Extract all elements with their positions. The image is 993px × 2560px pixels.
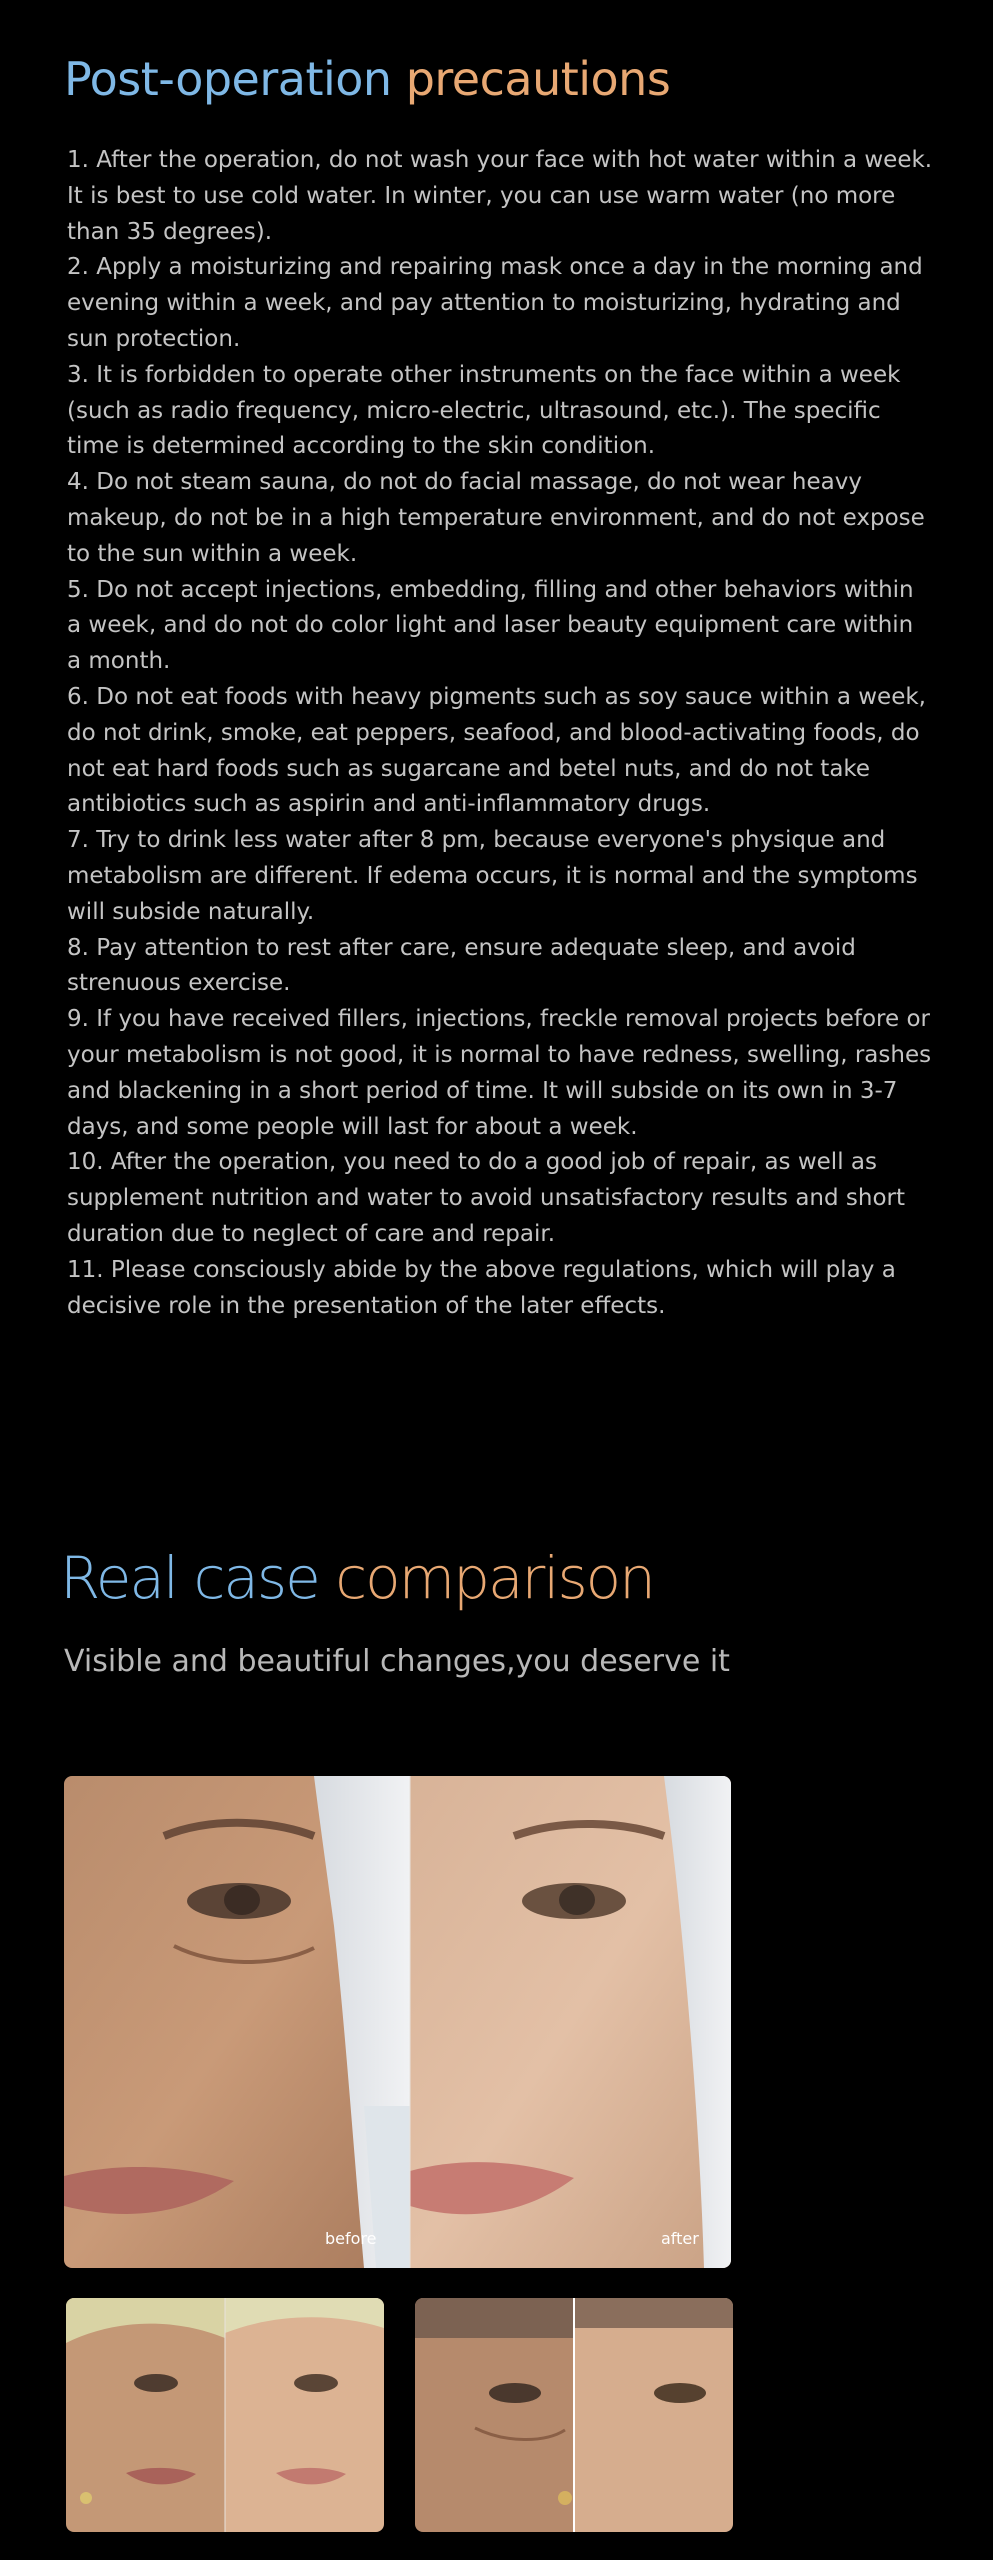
before-after-photo-small-2 — [415, 2298, 733, 2532]
comparison-subtitle: Visible and beautiful changes,you deserve it — [64, 1644, 730, 1679]
precautions-title — [64, 52, 670, 106]
precaution-item: 8. Pay attention to rest after care, ensure adequate sleep, and avoid strenuous exercise. — [67, 934, 856, 997]
caption-after: after — [661, 2229, 699, 2248]
precaution-item: 6. Do not eat foods with heavy pigments such as soy sauce within a week, do not drink, smoke, eat peppers, seafood, and blood-activating foods, do not eat hard foods such as sugarcane and betel nuts, and do not take antibiotics such as aspirin and anti-inflammatory drugs. — [67, 683, 926, 818]
precautions-list — [67, 143, 933, 1324]
precautions-title-part2: precautions — [405, 52, 671, 106]
precaution-item: 5. Do not accept injections, embedding, filling and other behaviors within a week, and do not do color light and laser beauty equipment care within a month. — [67, 576, 914, 675]
face-comparison-image — [64, 1776, 731, 2268]
before-after-photo-small-1 — [66, 2298, 384, 2532]
precaution-item: 3. It is forbidden to operate other instruments on the face within a week (such as radio frequency, micro-electric, ultrasound, etc.). The specific time is determined according to the skin condition. — [67, 361, 901, 460]
comparison-title — [60, 1544, 654, 1612]
caption-before: before — [325, 2229, 377, 2248]
before-after-photo-main — [64, 1776, 731, 2268]
precaution-item: 2. Apply a moisturizing and repairing mask once a day in the morning and evening within a week, and pay attention to moisturizing, hydrating and sun protection. — [67, 254, 923, 352]
comparison-title-part1: Real case — [60, 1544, 319, 1612]
comparison-title-part2: comparison — [335, 1544, 654, 1612]
precautions-title-part1: Post-operation — [64, 52, 392, 106]
precaution-item: 1. After the operation, do not wash your face with hot water within a week. It is best to use cold water. In winter, you can use warm water (no more than 35 degrees). — [67, 147, 933, 245]
face-comparison-image — [415, 2298, 733, 2532]
face-comparison-image — [66, 2298, 384, 2532]
precaution-item: 10. After the operation, you need to do a good job of repair, as well as supplement nutrition and water to avoid unsatisfactory results and short duration due to neglect of care and repair. — [67, 1149, 906, 1247]
precaution-item: 9. If you have received fillers, injections, freckle removal projects before or your metabolism is not good, it is normal to have redness, swelling, rashes and blackening in a short period of time. It will subside on its own in 3-7 days, and some people will last for about a week. — [67, 1006, 932, 1140]
precaution-item: 7. Try to drink less water after 8 pm, because everyone's physique and metabolism are different. If edema occurs, it is normal and the symptoms will subside naturally. — [67, 827, 918, 925]
precaution-item: 4. Do not steam sauna, do not do facial massage, do not wear heavy makeup, do not be in a high temperature environment, and do not expose to the sun within a week. — [67, 469, 925, 567]
precaution-item: 11. Please consciously abide by the above regulations, which will play a decisive role in the presentation of the later effects. — [67, 1256, 896, 1319]
